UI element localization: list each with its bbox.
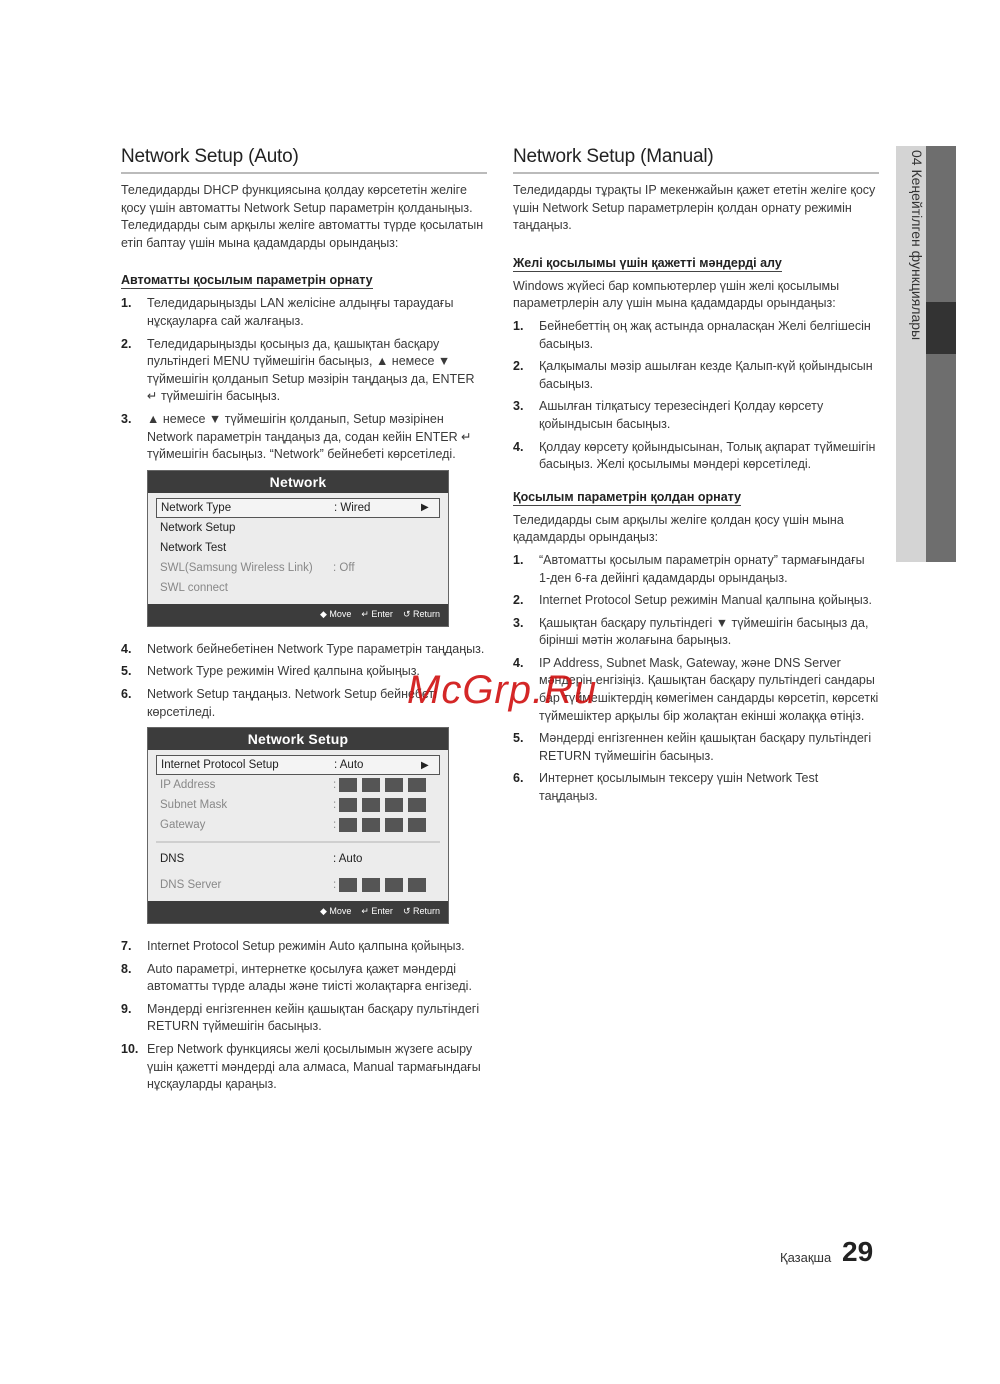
osd-footer bbox=[148, 901, 448, 923]
osd-row-dns[interactable]: DNS : Auto bbox=[160, 853, 363, 866]
subheading: Қосылым параметрін қолдан орнату bbox=[513, 489, 742, 504]
step-item: 5. Мәндерді енгізгеннен кейін қашықтан басқару пультіндегі RETURN түймешігін басыңыз. bbox=[513, 731, 872, 763]
osd-row-ip-setup[interactable]: Internet Protocol Setup : Auto ▶ bbox=[156, 755, 440, 775]
step-item: 9. Мәндерді енгізгеннен кейін қашықтан басқару пультіндегі RETURN түймешігін басыңыз. bbox=[121, 1001, 480, 1034]
osd-row-subnet-mask: Subnet Mask : bbox=[156, 795, 440, 815]
step-list bbox=[513, 318, 879, 474]
osd-row-gateway: Gateway : bbox=[156, 815, 440, 835]
intro-text: Теледидарды сым арқылы желіге қолдан қосу үшін мына қадамдарды орындаңыз: bbox=[513, 512, 844, 545]
step-item: 2. Теледидарыңызды қосыңыз да, қашықтан басқару пультіндегі MENU түймешігін басыңыз, ▲ немесе ▼ түймешігін қолданып Setup мәзірін таңдаңыз да, ENTER ↵ түймешігін басыңыз. bbox=[121, 336, 475, 404]
intro-text: Теледидарды тұрақты IP мекенжайын қажет ететін желіге қосу үшін Network Setup параметрлерін қолдан орнату режимін таңдаңыз. bbox=[513, 183, 876, 233]
section-title: Network Setup (Manual) bbox=[513, 146, 879, 174]
enter-hint: ↵ Enter bbox=[361, 906, 393, 917]
step-item: 2. Internet Protocol Setup режимін Manual қалпына қойыңыз. bbox=[513, 593, 872, 608]
chapter-tab-active bbox=[926, 302, 956, 354]
chapter-tab-marker bbox=[926, 146, 956, 562]
arrow-right-icon: ▶ bbox=[421, 502, 429, 514]
osd-title: Network bbox=[148, 471, 448, 493]
step-item: 1. “Автоматты қосылым параметрін орнату” тармағындағы 1-ден 6-ға дейінгі қадамдарды орындаңыз. bbox=[513, 552, 865, 585]
osd-row-ip-address: IP Address : bbox=[156, 775, 440, 795]
page-footer bbox=[780, 1234, 880, 1270]
osd-row-swl-connect: SWL connect bbox=[160, 581, 228, 594]
move-hint: ◆ Move bbox=[319, 608, 352, 619]
step-item: 7. Internet Protocol Setup режимін Auto қалпына қойыңыз. bbox=[121, 939, 465, 954]
watermark: McGrp.Ru bbox=[407, 668, 598, 712]
osd-row-network-setup[interactable]: Network Setup bbox=[160, 521, 236, 534]
return-hint: ↺ Return bbox=[402, 906, 440, 917]
step-item: 5. Network Type режимін Wired қалпына қойыңыз. bbox=[121, 664, 420, 679]
step-item: 10. Егер Network функциясы желі қосылымын жүзеге асыру үшін қажетті мәндерді ала алмаса, Manual тармағындағы нұсқауларды қараңыз. bbox=[121, 1042, 481, 1092]
enter-hint: ↵ Enter bbox=[361, 608, 393, 619]
step-item: 1. Теледидарыңызды LAN желісіне алдыңғы тараудағы нұсқауларға сай жалғаңыз. bbox=[121, 296, 454, 328]
step-item: 4. IP Address, Subnet Mask, Gateway, және DNS Server мәндерін енгізіңіз. Қашықтан басқару пультіндегі сандары бар түймешіктердің көмегімен сандарды көрсетіп, көрсеткі түймешіктер арқылы бір жолақтан екінші жолаққа өтіңіз. bbox=[513, 655, 879, 723]
step-item: 1. Бейнебеттің оң жақ астында орналасқан Желі белгішесін басыңыз. bbox=[513, 318, 871, 351]
chapter-label: 04 Кеңейтілген функциялары bbox=[909, 150, 925, 341]
osd-row-network-test[interactable]: Network Test bbox=[160, 541, 227, 554]
step-item: 2. Қалқымалы мәзір ашылған кезде Қалып-күй қойындысын басыңыз. bbox=[513, 359, 873, 391]
network-setup-osd bbox=[147, 727, 449, 924]
network-osd bbox=[147, 470, 449, 627]
section-title: Network Setup (Auto) bbox=[121, 146, 487, 174]
osd-title: Network Setup bbox=[148, 728, 448, 750]
return-hint: ↺ Return bbox=[402, 608, 440, 619]
osd-row-swl: SWL(Samsung Wireless Link) : Off bbox=[160, 561, 355, 574]
subheading: Автоматты қосылым параметрін орнату bbox=[121, 273, 373, 288]
step-list bbox=[121, 295, 487, 463]
osd-footer bbox=[148, 604, 448, 626]
step-item: 3. ▲ немесе ▼ түймешігін қолданып, Setup мәзірінен Network параметрін таңдаңыз да, содан кейін ENTER ↵ түймешігін басыңыз. “Network” бейнебеті көрсетіледі. bbox=[121, 411, 472, 462]
left-column bbox=[121, 146, 487, 1099]
subheading: Желі қосылымы үшін қажетті мәндерді алу bbox=[513, 255, 782, 270]
step-item: 4. Қолдау көрсету қойындысынан, Толық ақпарат түймешігін басыңыз. Желі қосылымы мәндері көрсетіледі. bbox=[513, 439, 876, 472]
step-item: 6. Network Setup таңдаңыз. Network Setup бейнебеті көрсетіледі. bbox=[121, 686, 437, 719]
page-number: 29 bbox=[842, 1236, 874, 1267]
intro-text: Теледидарды DHCP функциясына қолдау көрсететін желіге қосу үшін автоматты Network Setup параметрін қолданыңыз. Теледидарды сым арқылы желіге автоматты түрде қосылатын етіп баптау үшін мына қадамдарды орындаңыз: bbox=[121, 183, 484, 250]
osd-row-network-type[interactable]: Network Type : Wired ▶ bbox=[156, 498, 440, 518]
osd-row-dns-server: DNS Server : bbox=[156, 875, 440, 895]
step-item: 4. Network бейнебетінен Network Type параметрін таңдаңыз. bbox=[121, 641, 485, 656]
move-hint: ◆ Move bbox=[319, 906, 352, 917]
arrow-right-icon: ▶ bbox=[421, 759, 429, 771]
step-item: 6. Интернет қосылымын тексеру үшін Network Test таңдаңыз. bbox=[513, 771, 819, 804]
step-list bbox=[121, 938, 487, 1094]
step-item: 3. Қашықтан басқару пультіндегі ▼ түймешігін басыңыз да, бірінші мәтін жолағына барыңыз. bbox=[513, 615, 869, 648]
language-label: Қазақша bbox=[780, 1250, 832, 1265]
intro-text: Windows жүйесі бар компьютерлер үшін желі қосылымы параметрлерін алу үшін мына қадамдарды орындаңыз: bbox=[513, 278, 840, 311]
step-item: 8. Auto параметрі, интернетке қосылуға қажет мәндерді автоматты түрде алады және тиісті жолақтарға енгізеді. bbox=[121, 961, 472, 994]
step-item: 3. Ашылған тілқатысу терезесіндегі Қолдау көрсету қойындысын басыңыз. bbox=[513, 399, 824, 431]
